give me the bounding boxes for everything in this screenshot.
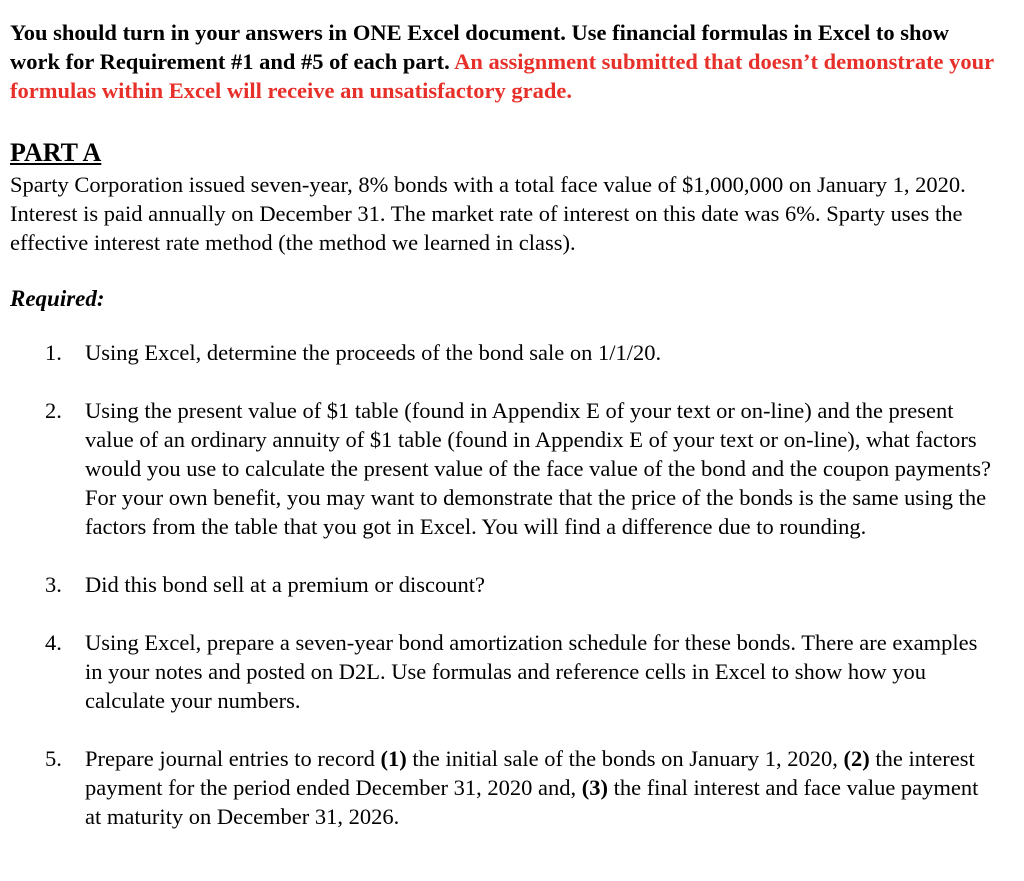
journal-marker-1: (1): [380, 746, 407, 771]
requirement-number: 1.: [45, 340, 62, 365]
requirement-text: Using the present value of $1 table (found in Appendix E of your text or on-line) and the present value of an ordinary annuity of $1 table (found in Appendix E of your text or on-line), what factors would you use to calculate the present value of the face value of the bond and the coupon payments? For your own benefit, you may want to demonstrate that the price of the bonds is the same using the factors from the table that you got in Excel. You will find a difference due to rounding.: [85, 398, 991, 539]
requirement-text-part: the final interest and face value payment at maturity on December 31, 2026.: [85, 775, 979, 829]
intro-instructions-text: You should turn in your answers in ONE Excel document. Use financial formulas in Excel to show work for Requirement #1 and #5 of each part.: [10, 20, 950, 74]
requirement-text: Did this bond sell at a premium or discount?: [85, 572, 485, 597]
requirement-text-part: Prepare journal entries to record: [85, 746, 381, 771]
requirement-number: 5.: [45, 746, 62, 771]
requirement-item: [0, 744, 1000, 831]
requirement-text: Using Excel, prepare a seven-year bond amortization schedule for these bonds. There are examples in your notes and posted on D2L. Use formulas and reference cells in Excel to show how you calculate your numbers.: [85, 630, 978, 713]
requirement-item: [0, 570, 1000, 599]
part-a-description: Sparty Corporation issued seven-year, 8% bonds with a total face value of $1,000,000 on January 1, 2020. Interest is paid annually on December 31. The market rate of interest on this date was 6%. Sparty uses the effective interest rate method (the method we learned in class).: [10, 172, 966, 255]
requirement-item: [0, 338, 1000, 367]
requirement-text: Using Excel, determine the proceeds of the bond sale on 1/1/20.: [85, 340, 662, 365]
intro-instructions: [10, 18, 1000, 105]
journal-marker-3: (3): [581, 775, 608, 800]
requirement-item: [0, 628, 1000, 715]
part-a-title: PART A: [10, 138, 102, 167]
requirement-text-part: the interest payment for the period ended December 31, 2020 and,: [85, 746, 975, 800]
required-heading: Required:: [10, 286, 105, 311]
requirement-number: 4.: [45, 630, 62, 655]
requirement-text-part: the initial sale of the bonds on January 1, 2020,: [406, 746, 844, 771]
journal-marker-2: (2): [843, 746, 870, 771]
requirement-number: 2.: [45, 398, 62, 423]
requirement-number: 3.: [45, 572, 62, 597]
intro-warning-text: An assignment submitted that doesn’t demonstrate your formulas within Excel will receive an unsatisfactory grade.: [10, 49, 994, 103]
requirement-item: [0, 396, 1000, 541]
requirements-list: [0, 338, 1000, 860]
